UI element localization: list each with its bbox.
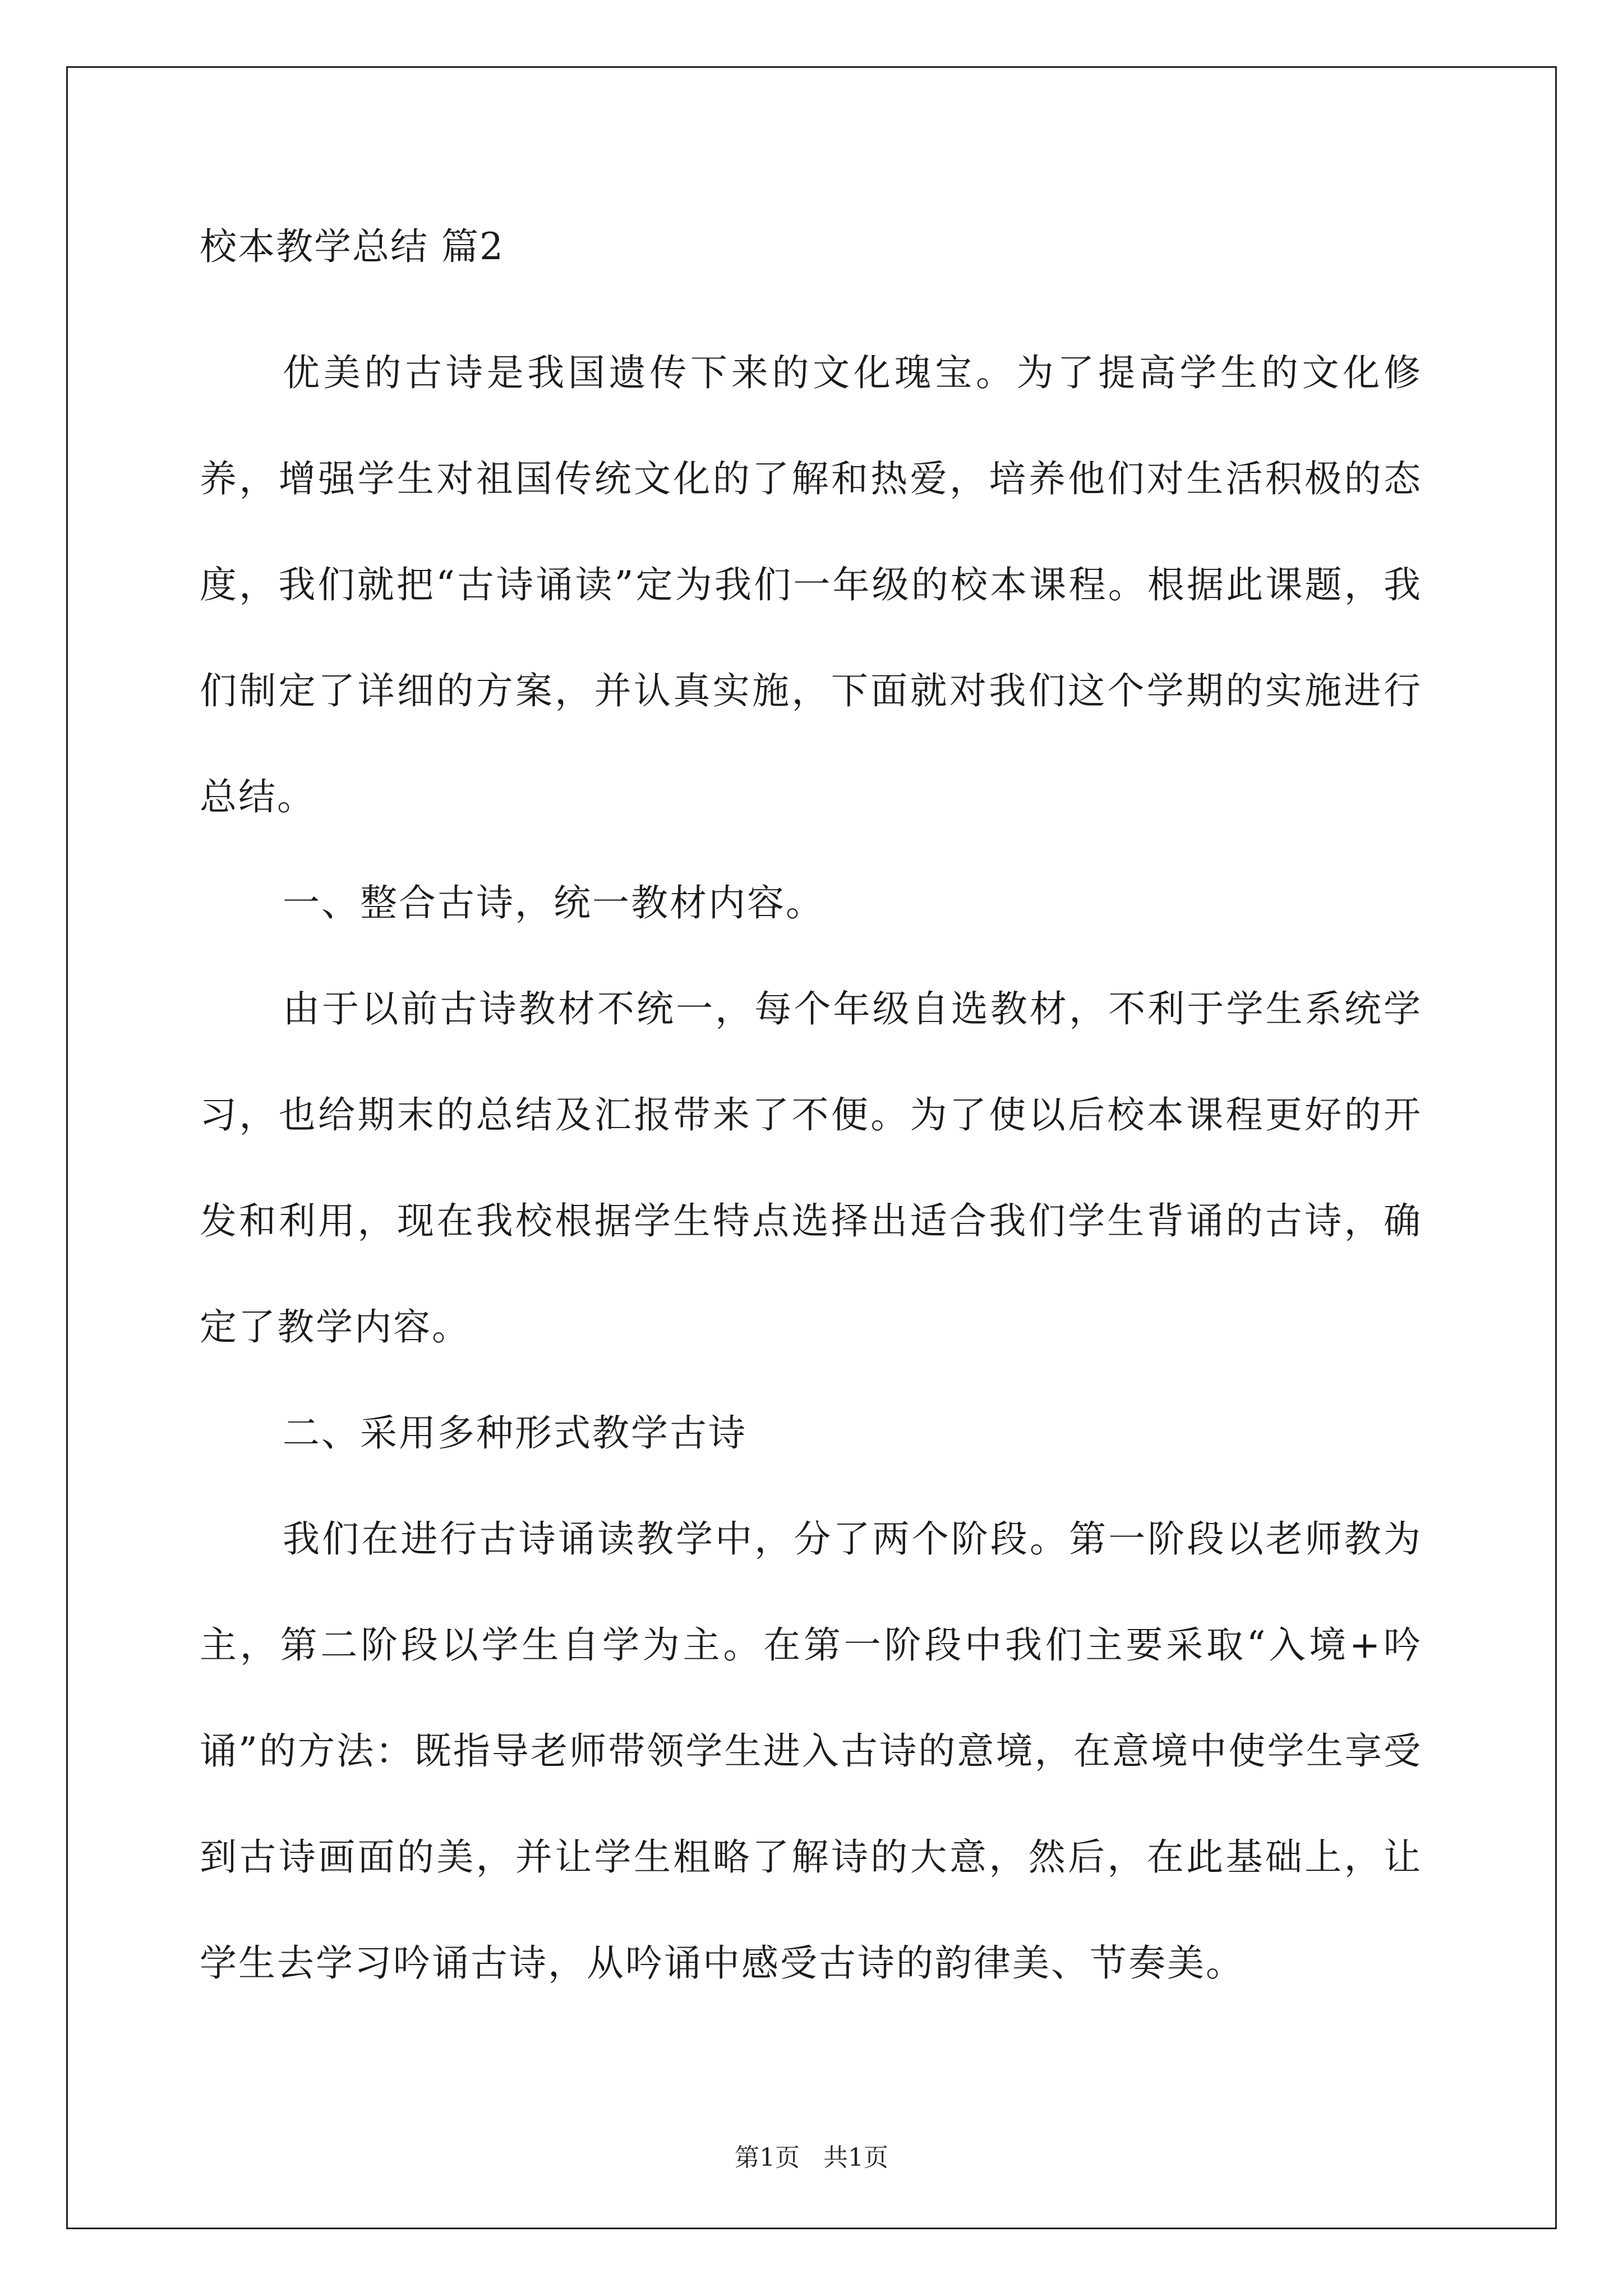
paragraph-section-2: 我们在进行古诗诵读教学中，分了两个阶段。第一阶段以老师教为主，第二阶段以学生自学为主。在第一阶段中我们主要采取“入境+吟诵”的方法：既指导老师带领学生进入古诗的意境，在意境中使学生享受到古诗画面的美，并让学生粗略了解诗的大意，然后，在此基础上，让学生去学习吟诵古诗，从吟诵中感受古诗的韵律美、节奏美。: [200, 1517, 1422, 1985]
page-number-footer: 第1页 共1页: [735, 2143, 888, 2172]
document-body: [200, 213, 1422, 2016]
section-heading-2: 二、采用多种形式教学古诗: [283, 1411, 747, 1455]
section-heading-1: 一、整合古诗，统一教材内容。: [283, 881, 824, 924]
paragraph-section-1: 由于以前古诗教材不统一，每个年级自选教材，不利于学生系统学习，也给期末的总结及汇报带来了不便。为了使以后校本课程更好的开发和利用，现在我校根据学生特点选择出适合我们学生背诵的古诗，确定了教学内容。: [200, 987, 1422, 1349]
paragraph-intro: 优美的古诗是我国遗传下来的文化瑰宝。为了提高学生的文化修养，增强学生对祖国传统文化的了解和热爱，培养他们对生活积极的态度，我们就把“古诗诵读”定为我们一年级的校本课程。根据此课题，我们制定了详细的方案，并认真实施，下面就对我们这个学期的实施进行总结。: [200, 351, 1422, 818]
document-heading: 校本教学总结 篇2: [200, 225, 504, 268]
